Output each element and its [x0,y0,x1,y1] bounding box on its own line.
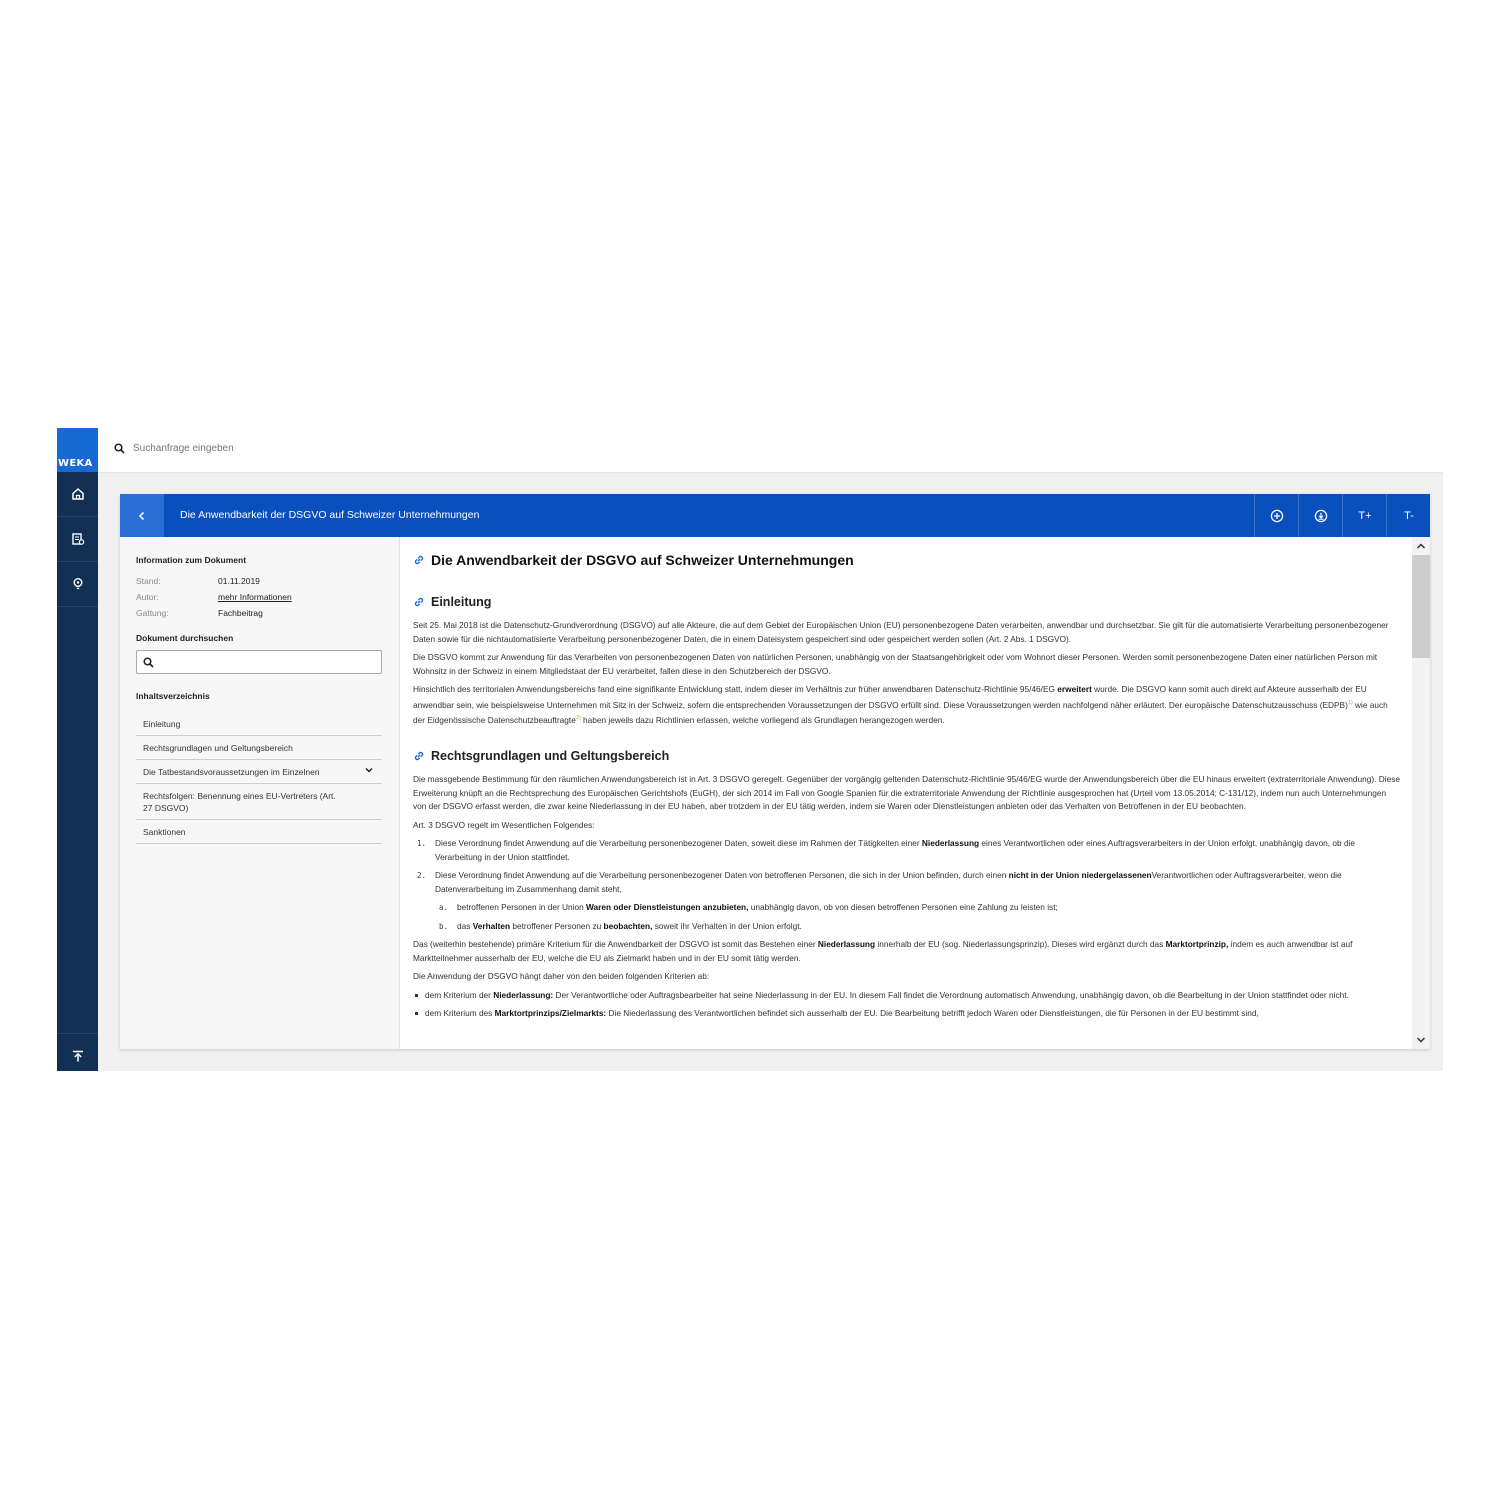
font-decrease-button[interactable]: T- [1386,494,1430,537]
author-info-link[interactable]: mehr Informationen [218,592,292,602]
search-icon [143,657,154,668]
scroll-to-top-button[interactable] [57,1033,98,1071]
text-run: soweit ihr Verhalten in der Union erfolgt. [652,920,802,931]
text-run: indem es auch anwendbar ist auf Marktteilnehmer ausserhalb der EU, welche die EU als Zielmarkt haben und in der EU somit tätig werden. [413,939,1353,963]
global-search [114,443,433,454]
gattung-label: Gattung: [136,608,169,618]
link-icon[interactable] [413,596,425,608]
text-run: Der Verantwortliche oder Auftragsbearbeiter hat seine Niederlassung in der EU. In diesem Fall findet die Verordnung automatisch Anwendung, unabhängig davon, ob die Bearbeitung in der Union stattfindet oder nicht. [553,989,1349,1000]
paragraph: Die DSGVO kommt zur Anwendung für das Verarbeiten von personenbezogenen Daten von natürlichen Personen, unabhängig von der Staatsangehörigkeit oder vom Wohnort dieser Personen. Werden somit personenbezogene Daten einer natürlichen Person mit Wohnsitz in der Schweiz in einem Mitgliedstaat der EU verarbeitet, fallen diese in den Schutzbereich der DSGVO. [413,652,1378,676]
toc-item-sanktionen[interactable] [136,820,382,844]
toc-item-label: Einleitung [143,719,181,729]
lightbulb-icon [71,577,85,591]
toc-item-label: Sanktionen [143,827,186,837]
bullet-item [413,989,1400,1003]
text-run: Das (weiterhin bestehende) primäre Kriterium für die Anwendbarkeit der DSGVO ist somit das Bestehen einer [413,939,818,950]
download-button[interactable] [1298,494,1343,537]
table-of-contents [136,712,382,844]
toc-item-label: Die Tatbestandsvoraussetzungen im Einzelnen [143,767,320,777]
app-window [57,428,1443,1071]
sub-list-item [413,920,1400,934]
section-heading-text: Einleitung [431,595,492,609]
text-run: dem Kriterium des [425,1008,495,1019]
bullet-marker [415,994,418,997]
bold-run: Niederlassung: [493,989,554,1000]
document-content [400,537,1412,1049]
bold-run: erweitert [1057,684,1092,694]
list-letter: b. [439,921,449,931]
toc-heading: Inhaltsverzeichnis [136,691,210,701]
global-search-input[interactable] [133,443,433,454]
bold-run: Niederlassung [921,838,980,849]
list-item [413,837,1400,864]
logo-text: WEKA [58,458,93,469]
paragraph: Die Anwendung der DSGVO hängt daher von den beiden folgenden Kriterien ab: [413,971,710,982]
back-button[interactable] [120,494,164,537]
text-run: betroffenen Personen in der Union [457,902,586,913]
bullet-item [413,1007,1400,1021]
text-run: das [457,920,473,931]
document-search-box [136,650,382,674]
document-search-input[interactable] [158,652,381,672]
document-header-title: Die Anwendbarkeit der DSGVO auf Schweizer Unternehmungen [180,509,480,521]
text-run: wurde. Die DSGVO kann somit auch direkt auf Akteure ausserhalb der EU anwendbar sein, wie beispielsweise Unternehmen mit Sitz in der Schweiz, sofern die entsprechenden Voraussetzungen der DSGVO erfüllt sind. Diese Voraussetzungen werden nachfolgend näher erläutert. Der europäische Datenschutzausschuss (EDPB) [413,684,1367,710]
autor-label: Autor: [136,592,159,602]
stand-value: 01.11.2019 [218,576,260,586]
sub-list-item [413,901,1400,915]
bold-run: Marktortprinzips/Zielmarkts: [494,1008,607,1019]
add-button[interactable] [1254,494,1299,537]
scroll-up-button[interactable] [1412,539,1430,553]
list-number: 1. [417,839,427,849]
nav-rail [57,428,98,1071]
paragraph: Seit 25. Mai 2018 ist die Datenschutz-Grundverordnung (DSGVO) auf alle Akteure, die auf dem Gebiet der Europäischen Union (EU) personenbezogene Daten verarbeiten, anwendbar und durchsetzbar. Sie gilt für die automatisierte Verarbeitung personenbezogener Daten sowie für die nichtautomatisierte Verarbeitung personenbezogener Daten, die in einem Dateisystem gespeichert sind oder gespeichert werden sollen (Art. 2 Abs. 1 DSGVO). [413,620,1389,644]
list-number: 2. [417,871,427,881]
toc-item-einleitung[interactable] [136,712,382,736]
link-icon[interactable] [413,554,425,566]
text-run: dem Kriterium der [425,989,494,1000]
text-run: wie auch der Eidgenössische Datenschutzbeauftragte [413,699,1388,725]
ordered-list [413,837,1400,933]
paragraph [413,683,1400,727]
scroll-down-button[interactable] [1412,1033,1430,1047]
content-scrollbar[interactable] [1412,537,1430,1049]
link-icon[interactable] [413,750,425,762]
text-run: Diese Verordnung findet Anwendung auf die Verarbeitung personenbezogener Daten von betroffenen Personen, die sich in der Union befinden, durch einen [435,870,1009,881]
section-heading-rechtsgrundlagen [413,749,1400,763]
text-run: Verantwortlichen oder Auftragsverarbeiter, wenn die Datenverarbeitung im Zusammenhang damit steht, [435,870,1342,894]
bold-run: Verhalten [472,920,511,931]
bold-run: Waren oder Dienstleistungen anzubieten, [586,902,749,913]
footnote-link[interactable]: 1) [1347,699,1353,706]
section-heading-text: Rechtsgrundlagen und Geltungsbereich [431,749,670,764]
document-title [413,552,1400,568]
document-sidebar [120,537,400,1049]
text-run: haben jeweils dazu Richtlinien erlassen, welche vorliegend als Grundlagen herangezogen werden. [580,714,945,725]
scroll-thumb[interactable] [1412,555,1430,658]
chevron-left-icon [137,511,147,521]
chevron-down-icon [1416,1036,1426,1044]
text-run: unabhängig davon, ob von diesen betroffenen Personen eine Zahlung zu leisten ist; [748,902,1058,913]
document-icon [71,532,85,546]
stand-label: Stand: [136,576,161,586]
home-button[interactable] [57,472,98,517]
document-card [120,494,1430,1049]
toc-item-rechtsfolgen[interactable] [136,784,382,820]
document-header [120,494,1430,537]
list-item [413,869,1400,896]
search-icon [114,443,125,454]
paragraph: Die massgebende Bestimmung für den räumlichen Anwendungsbereich ist in Art. 3 DSGVO geregelt. Gegenüber der vorgängig geltenden Datenschutz-Richtlinie 95/46/EG wurde der Anwendungsbereich über die EU hinaus erweitert (extraterritoriale Anwendung). Diese Erweiterung knüpft an die Rechtsprechung des Europäischen Gerichtshofs (EuGH), der sich 2014 im Fall von Google Spanien für die extraterritoriale Anwendung der Richtlinie ausgesprochen hat (Urteil vom 13.05.2014; C-131/12), indem nun auch Unternehmungen von der DSGVO erfasst werden, die zwar keine Niederlassung in der EU haben, aber trotzdem in der EU tätig werden, indem sie Waren oder Dienstleistungen anbieten oder das Verhalten von Betroffenen in der EU beobachten. [413,774,1400,812]
list-letter: a. [439,903,449,913]
bold-run: beobachten, [603,920,653,931]
font-increase-button[interactable]: T+ [1342,494,1387,537]
text-run: betroffener Personen zu [510,920,604,931]
text-run: Diese Verordnung findet Anwendung auf die Verarbeitung personenbezogener Daten, soweit diese im Rahmen der Tätigkeiten einer [435,838,922,849]
toc-item-label: Rechtsgrundlagen und Geltungsbereich [143,743,293,753]
chevron-up-icon [1416,542,1426,550]
home-icon [71,487,85,501]
bold-run: Marktortprinzip, [1165,939,1229,950]
bold-run: Niederlassung [817,939,876,950]
info-heading: Information zum Dokument [136,555,247,565]
footnote-link[interactable]: 2) [575,714,581,721]
text-run: eines Verantwortlichen oder eines Auftragsverarbeiters in der Union erfolgt, unabhängig davon, ob die Verarbeitung in der Union stattfindet. [435,838,1356,862]
documents-button[interactable] [57,517,98,562]
paragraph: Art. 3 DSGVO regelt im Wesentlichen Folgendes: [413,819,595,830]
ideas-button[interactable] [57,562,98,607]
plus-circle-icon [1270,509,1284,523]
text-run: Hinsichtlich des territorialen Anwendungsbereichs fand eine signifikante Entwicklung statt, indem dieser im Verhältnis zur früher anwendbaren Datenschutz-Richtlinie 95/46/EG [413,684,1058,694]
bold-run: nicht in der Union niedergelassenen [1008,870,1152,881]
top-bar [98,428,1443,473]
text-run: innerhalb der EU (sog. Niederlassungsprinzip). Dieses wird ergänzt durch das [875,939,1166,950]
weka-logo[interactable] [57,428,98,472]
toc-item-tatbestandsvoraussetzungen[interactable] [136,760,382,784]
text-run: Die Niederlassung des Verantwortlichen befindet sich ausserhalb der EU. Die Bearbeitung betrifft jedoch Waren oder Dienstleistungen, die für Personen in der EU bestimmt sind, [606,1008,1259,1019]
section-heading-einleitung [413,595,1400,609]
download-circle-icon [1314,509,1328,523]
search-heading: Dokument durchsuchen [136,633,234,643]
gattung-value: Fachbeitrag [218,608,263,618]
paragraph [413,938,1400,965]
document-title-text: Die Anwendbarkeit der DSGVO auf Schweizer Unternehmungen [431,552,854,568]
toc-item-label: Rechtsfolgen: Benennung eines EU-Vertreters (Art. 27 DSGVO) [143,791,336,813]
bullet-marker [415,1012,418,1015]
chevron-down-icon[interactable] [364,765,374,775]
toc-item-rechtsgrundlagen[interactable] [136,736,382,760]
scroll-to-top-icon [71,1049,85,1063]
